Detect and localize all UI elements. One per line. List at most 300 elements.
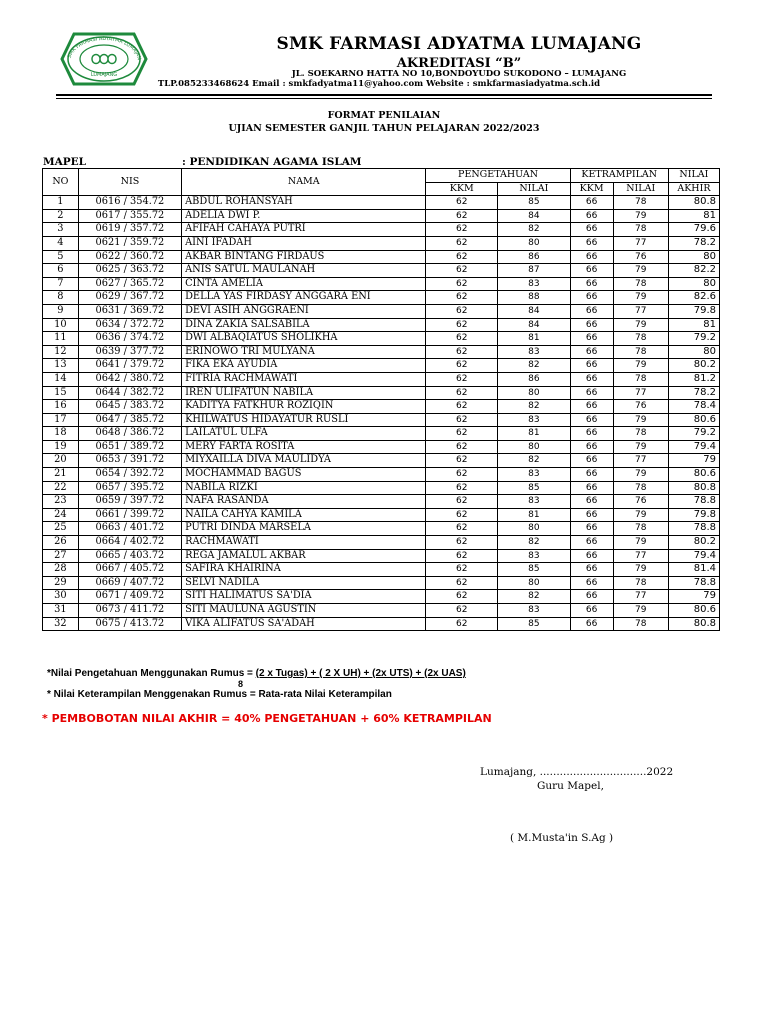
cell-nis: 0667 / 405.72 <box>78 563 181 577</box>
cell-no: 16 <box>43 400 79 414</box>
cell-nis: 0654 / 392.72 <box>78 468 181 482</box>
cell-k-nilai: 78 <box>613 427 668 441</box>
cell-p-nilai: 82 <box>498 454 571 468</box>
cell-p-nilai: 80 <box>498 386 571 400</box>
cell-nama: MOCHAMMAD BAGUS <box>182 468 426 482</box>
cell-k-nilai: 77 <box>613 454 668 468</box>
cell-p-kkm: 62 <box>426 590 498 604</box>
cell-k-kkm: 66 <box>570 604 613 618</box>
cell-akhir: 80 <box>668 345 719 359</box>
cell-p-nilai: 80 <box>498 236 571 250</box>
cell-nama: MERY FARTA ROSITA <box>182 440 426 454</box>
table-row <box>43 549 720 563</box>
cell-k-kkm: 66 <box>570 590 613 604</box>
cell-nama: FITRIA RACHMAWATI <box>182 372 426 386</box>
cell-akhir: 78.8 <box>668 495 719 509</box>
cell-k-kkm: 66 <box>570 264 613 278</box>
cell-k-nilai: 79 <box>613 508 668 522</box>
cell-nama: AKBAR BINTANG FIRDAUS <box>182 250 426 264</box>
cell-no: 24 <box>43 508 79 522</box>
cell-k-kkm: 66 <box>570 291 613 305</box>
doc-subtitle: UJIAN SEMESTER GANJIL TAHUN PELAJARAN 2022/2023 <box>228 123 540 134</box>
cell-k-kkm: 66 <box>570 209 613 223</box>
cell-p-nilai: 80 <box>498 440 571 454</box>
cell-k-kkm: 66 <box>570 196 613 210</box>
cell-k-kkm: 66 <box>570 372 613 386</box>
cell-no: 13 <box>43 359 79 373</box>
cell-p-nilai: 82 <box>498 536 571 550</box>
cell-k-kkm: 66 <box>570 359 613 373</box>
cell-p-nilai: 83 <box>498 345 571 359</box>
cell-p-nilai: 80 <box>498 522 571 536</box>
cell-akhir: 79.4 <box>668 549 719 563</box>
school-name: SMK FARMASI ADYATMA LUMAJANG <box>276 34 642 54</box>
cell-p-kkm: 62 <box>426 291 498 305</box>
cell-p-kkm: 62 <box>426 250 498 264</box>
cell-nama: ERINOWO TRI MULYANA <box>182 345 426 359</box>
cell-no: 26 <box>43 536 79 550</box>
cell-nama: AFIFAH CAHAYA PUTRI <box>182 223 426 237</box>
table-row <box>43 522 720 536</box>
cell-nama: SITI MAULUNA AGUSTIN <box>182 604 426 618</box>
cell-p-kkm: 62 <box>426 563 498 577</box>
cell-p-kkm: 62 <box>426 522 498 536</box>
cell-akhir: 79.8 <box>668 304 719 318</box>
table-row <box>43 400 720 414</box>
cell-k-nilai: 78 <box>613 372 668 386</box>
cell-nis: 0634 / 372.72 <box>78 318 181 332</box>
cell-k-nilai: 79 <box>613 536 668 550</box>
cell-k-kkm: 66 <box>570 223 613 237</box>
cell-p-nilai: 85 <box>498 196 571 210</box>
cell-akhir: 79.6 <box>668 223 719 237</box>
cell-akhir: 80 <box>668 277 719 291</box>
table-row <box>43 440 720 454</box>
signature-place-date: Lumajang, ................................2022 <box>480 766 674 778</box>
cell-nama: DWI ALBAQIATUS SHOLIKHA <box>182 332 426 346</box>
cell-p-kkm: 62 <box>426 604 498 618</box>
cell-p-nilai: 83 <box>498 413 571 427</box>
grades-table <box>42 168 720 631</box>
cell-akhir: 79.8 <box>668 508 719 522</box>
cell-p-kkm: 62 <box>426 345 498 359</box>
cell-k-nilai: 79 <box>613 413 668 427</box>
cell-k-kkm: 66 <box>570 576 613 590</box>
cell-k-nilai: 79 <box>613 604 668 618</box>
cell-nis: 0644 / 382.72 <box>78 386 181 400</box>
doc-title: FORMAT PENILAIAN <box>327 110 441 121</box>
header-ketrampilan: KETRAMPILAN <box>570 169 668 183</box>
cell-k-kkm: 66 <box>570 563 613 577</box>
cell-nama: REGA JAMALUL AKBAR <box>182 549 426 563</box>
cell-nama: PUTRI DINDA MARSELA <box>182 522 426 536</box>
cell-k-nilai: 78 <box>613 345 668 359</box>
cell-nis: 0675 / 413.72 <box>78 617 181 631</box>
cell-no: 8 <box>43 291 79 305</box>
cell-akhir: 79.2 <box>668 427 719 441</box>
cell-no: 6 <box>43 264 79 278</box>
cell-no: 7 <box>43 277 79 291</box>
cell-no: 27 <box>43 549 79 563</box>
table-row <box>43 345 720 359</box>
table-row <box>43 209 720 223</box>
cell-k-kkm: 66 <box>570 508 613 522</box>
cell-p-kkm: 62 <box>426 413 498 427</box>
header-k-nilai: NILAI <box>613 182 668 196</box>
signature-name: ( M.Musta'in S.Ag ) <box>510 832 614 844</box>
svg-text:LUMAJANG: LUMAJANG <box>90 72 118 78</box>
cell-no: 3 <box>43 223 79 237</box>
cell-p-kkm: 62 <box>426 481 498 495</box>
cell-p-kkm: 62 <box>426 549 498 563</box>
cell-nis: 0616 / 354.72 <box>78 196 181 210</box>
cell-akhir: 80.6 <box>668 604 719 618</box>
cell-p-kkm: 62 <box>426 318 498 332</box>
header-nis: NIS <box>78 169 181 196</box>
table-row <box>43 304 720 318</box>
cell-no: 19 <box>43 440 79 454</box>
table-row <box>43 495 720 509</box>
cell-nis: 0664 / 402.72 <box>78 536 181 550</box>
cell-k-kkm: 66 <box>570 277 613 291</box>
cell-nama: NABILA RIZKI <box>182 481 426 495</box>
cell-p-kkm: 62 <box>426 304 498 318</box>
cell-akhir: 80.8 <box>668 617 719 631</box>
cell-p-kkm: 62 <box>426 196 498 210</box>
header-nama: NAMA <box>182 169 426 196</box>
cell-nama: DEVI ASIH ANGGRAENI <box>182 304 426 318</box>
cell-p-kkm: 62 <box>426 495 498 509</box>
cell-k-kkm: 66 <box>570 617 613 631</box>
table-row <box>43 576 720 590</box>
cell-nis: 0648 / 386.72 <box>78 427 181 441</box>
cell-nis: 0661 / 399.72 <box>78 508 181 522</box>
note-pengetahuan <box>47 668 466 679</box>
note-keterampilan: * Nilai Keterampilan Menggenakan Rumus = Rata-rata Nilai Keterampilan <box>47 689 392 700</box>
cell-nis: 0665 / 403.72 <box>78 549 181 563</box>
cell-k-nilai: 79 <box>613 563 668 577</box>
cell-nis: 0645 / 383.72 <box>78 400 181 414</box>
signature-role: Guru Mapel, <box>537 780 604 792</box>
note-pengetahuan-prefix: *Nilai Pengetahuan Menggunakan Rumus = <box>47 668 256 679</box>
cell-p-nilai: 87 <box>498 264 571 278</box>
cell-k-kkm: 66 <box>570 468 613 482</box>
cell-no: 12 <box>43 345 79 359</box>
cell-k-nilai: 77 <box>613 549 668 563</box>
cell-nama: DINA ZAKIA SALSABILA <box>182 318 426 332</box>
header-k-kkm: KKM <box>570 182 613 196</box>
cell-no: 18 <box>43 427 79 441</box>
cell-p-kkm: 62 <box>426 236 498 250</box>
cell-p-kkm: 62 <box>426 359 498 373</box>
table-row <box>43 359 720 373</box>
cell-nis: 0639 / 377.72 <box>78 345 181 359</box>
cell-k-nilai: 76 <box>613 495 668 509</box>
cell-nis: 0673 / 411.72 <box>78 604 181 618</box>
cell-p-nilai: 82 <box>498 400 571 414</box>
cell-nis: 0663 / 401.72 <box>78 522 181 536</box>
cell-nis: 0642 / 380.72 <box>78 372 181 386</box>
table-row <box>43 563 720 577</box>
cell-no: 4 <box>43 236 79 250</box>
table-row <box>43 277 720 291</box>
cell-p-nilai: 83 <box>498 495 571 509</box>
cell-nama: KHILWATUS HIDAYATUR RUSLI <box>182 413 426 427</box>
cell-k-nilai: 78 <box>613 576 668 590</box>
cell-k-nilai: 77 <box>613 386 668 400</box>
table-row <box>43 427 720 441</box>
cell-k-kkm: 66 <box>570 495 613 509</box>
cell-no: 21 <box>43 468 79 482</box>
cell-akhir: 80.6 <box>668 468 719 482</box>
cell-k-kkm: 66 <box>570 332 613 346</box>
cell-k-kkm: 66 <box>570 318 613 332</box>
cell-no: 10 <box>43 318 79 332</box>
cell-nis: 0622 / 360.72 <box>78 250 181 264</box>
cell-p-nilai: 82 <box>498 590 571 604</box>
cell-p-kkm: 62 <box>426 386 498 400</box>
cell-nis: 0617 / 355.72 <box>78 209 181 223</box>
cell-p-kkm: 62 <box>426 372 498 386</box>
table-row <box>43 236 720 250</box>
cell-nis: 0651 / 389.72 <box>78 440 181 454</box>
cell-k-kkm: 66 <box>570 549 613 563</box>
cell-akhir: 80.6 <box>668 413 719 427</box>
cell-nis: 0653 / 391.72 <box>78 454 181 468</box>
header-p-nilai: NILAI <box>498 182 571 196</box>
cell-p-kkm: 62 <box>426 536 498 550</box>
table-row <box>43 386 720 400</box>
table-row <box>43 223 720 237</box>
cell-nis: 0629 / 367.72 <box>78 291 181 305</box>
cell-akhir: 78.2 <box>668 236 719 250</box>
cell-nis: 0636 / 374.72 <box>78 332 181 346</box>
table-row <box>43 604 720 618</box>
cell-p-nilai: 82 <box>498 223 571 237</box>
cell-nama: ADELIA DWI P. <box>182 209 426 223</box>
cell-no: 15 <box>43 386 79 400</box>
cell-nama: ANIS SATUL MAULANAH <box>182 264 426 278</box>
cell-p-nilai: 83 <box>498 549 571 563</box>
cell-k-kkm: 66 <box>570 236 613 250</box>
cell-no: 2 <box>43 209 79 223</box>
table-row <box>43 413 720 427</box>
school-address: JL. SOEKARNO HATTA NO 10,BONDOYUDO SUKODONO – LUMAJANG <box>291 69 627 79</box>
cell-nama: FIKA EKA AYUDIA <box>182 359 426 373</box>
cell-p-nilai: 85 <box>498 563 571 577</box>
cell-k-nilai: 77 <box>613 304 668 318</box>
cell-k-kkm: 66 <box>570 304 613 318</box>
logo-arc-text: SMK FARMASI ADYATMA LUMAJAN <box>66 36 142 61</box>
table-row <box>43 454 720 468</box>
cell-nama: KADITYA FATKHUR ROZIQIN <box>182 400 426 414</box>
mapel-label: MAPEL <box>43 156 87 168</box>
cell-p-nilai: 83 <box>498 277 571 291</box>
cell-no: 11 <box>43 332 79 346</box>
table-row <box>43 508 720 522</box>
cell-akhir: 81.4 <box>668 563 719 577</box>
cell-nis: 0641 / 379.72 <box>78 359 181 373</box>
cell-nama: LAILATUL ULFA <box>182 427 426 441</box>
cell-no: 23 <box>43 495 79 509</box>
cell-p-kkm: 62 <box>426 468 498 482</box>
cell-p-nilai: 80 <box>498 576 571 590</box>
cell-p-nilai: 81 <box>498 427 571 441</box>
cell-no: 20 <box>43 454 79 468</box>
cell-nis: 0625 / 363.72 <box>78 264 181 278</box>
cell-p-nilai: 85 <box>498 481 571 495</box>
cell-p-kkm: 62 <box>426 576 498 590</box>
cell-no: 28 <box>43 563 79 577</box>
header-pengetahuan: PENGETAHUAN <box>426 169 570 183</box>
cell-nama: AINI IFADAH <box>182 236 426 250</box>
cell-k-nilai: 78 <box>613 481 668 495</box>
accreditation: AKREDITASI “B” <box>396 56 522 71</box>
cell-nis: 0671 / 409.72 <box>78 590 181 604</box>
cell-nis: 0627 / 365.72 <box>78 277 181 291</box>
cell-nama: SAFIRA KHAIRINA <box>182 563 426 577</box>
cell-k-kkm: 66 <box>570 413 613 427</box>
cell-k-kkm: 66 <box>570 400 613 414</box>
cell-p-nilai: 83 <box>498 468 571 482</box>
cell-akhir: 80 <box>668 250 719 264</box>
table-row <box>43 291 720 305</box>
cell-no: 25 <box>43 522 79 536</box>
cell-k-nilai: 79 <box>613 318 668 332</box>
cell-k-nilai: 78 <box>613 522 668 536</box>
cell-akhir: 78.8 <box>668 576 719 590</box>
cell-p-kkm: 62 <box>426 617 498 631</box>
cell-k-nilai: 78 <box>613 223 668 237</box>
cell-no: 29 <box>43 576 79 590</box>
cell-p-nilai: 84 <box>498 209 571 223</box>
cell-p-kkm: 62 <box>426 209 498 223</box>
header-akhir: AKHIR <box>668 182 719 196</box>
cell-akhir: 79.2 <box>668 332 719 346</box>
cell-k-kkm: 66 <box>570 522 613 536</box>
cell-nis: 0631 / 369.72 <box>78 304 181 318</box>
cell-no: 22 <box>43 481 79 495</box>
table-row <box>43 264 720 278</box>
cell-p-kkm: 62 <box>426 427 498 441</box>
cell-k-kkm: 66 <box>570 454 613 468</box>
cell-p-kkm: 62 <box>426 508 498 522</box>
cell-p-nilai: 86 <box>498 372 571 386</box>
header-divider-thin <box>56 98 712 99</box>
cell-k-nilai: 79 <box>613 291 668 305</box>
cell-p-kkm: 62 <box>426 277 498 291</box>
table-row <box>43 250 720 264</box>
cell-no: 5 <box>43 250 79 264</box>
cell-k-nilai: 78 <box>613 277 668 291</box>
cell-k-nilai: 78 <box>613 332 668 346</box>
cell-nama: NAFA RASANDA <box>182 495 426 509</box>
cell-p-nilai: 86 <box>498 250 571 264</box>
cell-k-nilai: 79 <box>613 209 668 223</box>
cell-akhir: 82.6 <box>668 291 719 305</box>
header-nilai: NILAI <box>668 169 719 183</box>
cell-nis: 0659 / 397.72 <box>78 495 181 509</box>
cell-k-kkm: 66 <box>570 386 613 400</box>
cell-akhir: 79 <box>668 590 719 604</box>
cell-akhir: 80.2 <box>668 536 719 550</box>
cell-p-nilai: 85 <box>498 617 571 631</box>
cell-akhir: 82.2 <box>668 264 719 278</box>
cell-nama: SELVI NADILA <box>182 576 426 590</box>
cell-akhir: 78.2 <box>668 386 719 400</box>
cell-p-kkm: 62 <box>426 400 498 414</box>
cell-k-nilai: 79 <box>613 468 668 482</box>
cell-nama: IREN ULIFATUN NABILA <box>182 386 426 400</box>
cell-akhir: 81 <box>668 209 719 223</box>
cell-nis: 0647 / 385.72 <box>78 413 181 427</box>
cell-nama: NAILA CAHYA KAMILA <box>182 508 426 522</box>
note-pembobotan: * PEMBOBOTAN NILAI AKHIR = 40% PENGETAHUAN + 60% KETRAMPILAN <box>42 712 492 725</box>
cell-p-nilai: 83 <box>498 604 571 618</box>
cell-k-nilai: 79 <box>613 440 668 454</box>
cell-akhir: 81.2 <box>668 372 719 386</box>
school-contact: TLP.085233468624 Email : smkfadyatma11@yahoo.com Website : smkfarmasiadyatma.sch.id <box>157 79 601 89</box>
table-row <box>43 196 720 210</box>
cell-k-kkm: 66 <box>570 440 613 454</box>
cell-nama: SITI HALIMATUS SA'DIA <box>182 590 426 604</box>
table-row <box>43 481 720 495</box>
grades-body <box>43 196 720 631</box>
cell-k-nilai: 76 <box>613 400 668 414</box>
cell-p-nilai: 84 <box>498 318 571 332</box>
cell-akhir: 79 <box>668 454 719 468</box>
cell-no: 31 <box>43 604 79 618</box>
cell-akhir: 79.4 <box>668 440 719 454</box>
header-p-kkm: KKM <box>426 182 498 196</box>
cell-p-nilai: 81 <box>498 508 571 522</box>
cell-k-nilai: 77 <box>613 236 668 250</box>
cell-k-nilai: 79 <box>613 264 668 278</box>
cell-no: 9 <box>43 304 79 318</box>
cell-akhir: 80.8 <box>668 481 719 495</box>
cell-k-kkm: 66 <box>570 536 613 550</box>
cell-nis: 0657 / 395.72 <box>78 481 181 495</box>
cell-k-nilai: 79 <box>613 359 668 373</box>
cell-nis: 0669 / 407.72 <box>78 576 181 590</box>
cell-nama: DELLA YAS FIRDASY ANGGARA ENI <box>182 291 426 305</box>
cell-nama: VIKA ALIFATUS SA'ADAH <box>182 617 426 631</box>
cell-k-nilai: 76 <box>613 250 668 264</box>
cell-k-kkm: 66 <box>570 250 613 264</box>
cell-k-nilai: 78 <box>613 196 668 210</box>
cell-p-kkm: 62 <box>426 332 498 346</box>
header-no: NO <box>43 169 79 196</box>
cell-no: 17 <box>43 413 79 427</box>
cell-nama: CINTA AMELIA <box>182 277 426 291</box>
cell-p-kkm: 62 <box>426 264 498 278</box>
cell-p-nilai: 88 <box>498 291 571 305</box>
cell-nis: 0619 / 357.72 <box>78 223 181 237</box>
cell-nama: ABDUL ROHANSYAH <box>182 196 426 210</box>
note-pengetahuan-divisor: 8 <box>238 679 244 689</box>
cell-p-kkm: 62 <box>426 454 498 468</box>
cell-akhir: 80.2 <box>668 359 719 373</box>
table-row <box>43 468 720 482</box>
mapel-value: : PENDIDIKAN AGAMA ISLAM <box>182 156 362 168</box>
cell-k-kkm: 66 <box>570 345 613 359</box>
cell-nama: RACHMAWATI <box>182 536 426 550</box>
cell-k-nilai: 78 <box>613 617 668 631</box>
cell-p-nilai: 84 <box>498 304 571 318</box>
cell-akhir: 78.4 <box>668 400 719 414</box>
cell-p-kkm: 62 <box>426 440 498 454</box>
cell-p-nilai: 81 <box>498 332 571 346</box>
